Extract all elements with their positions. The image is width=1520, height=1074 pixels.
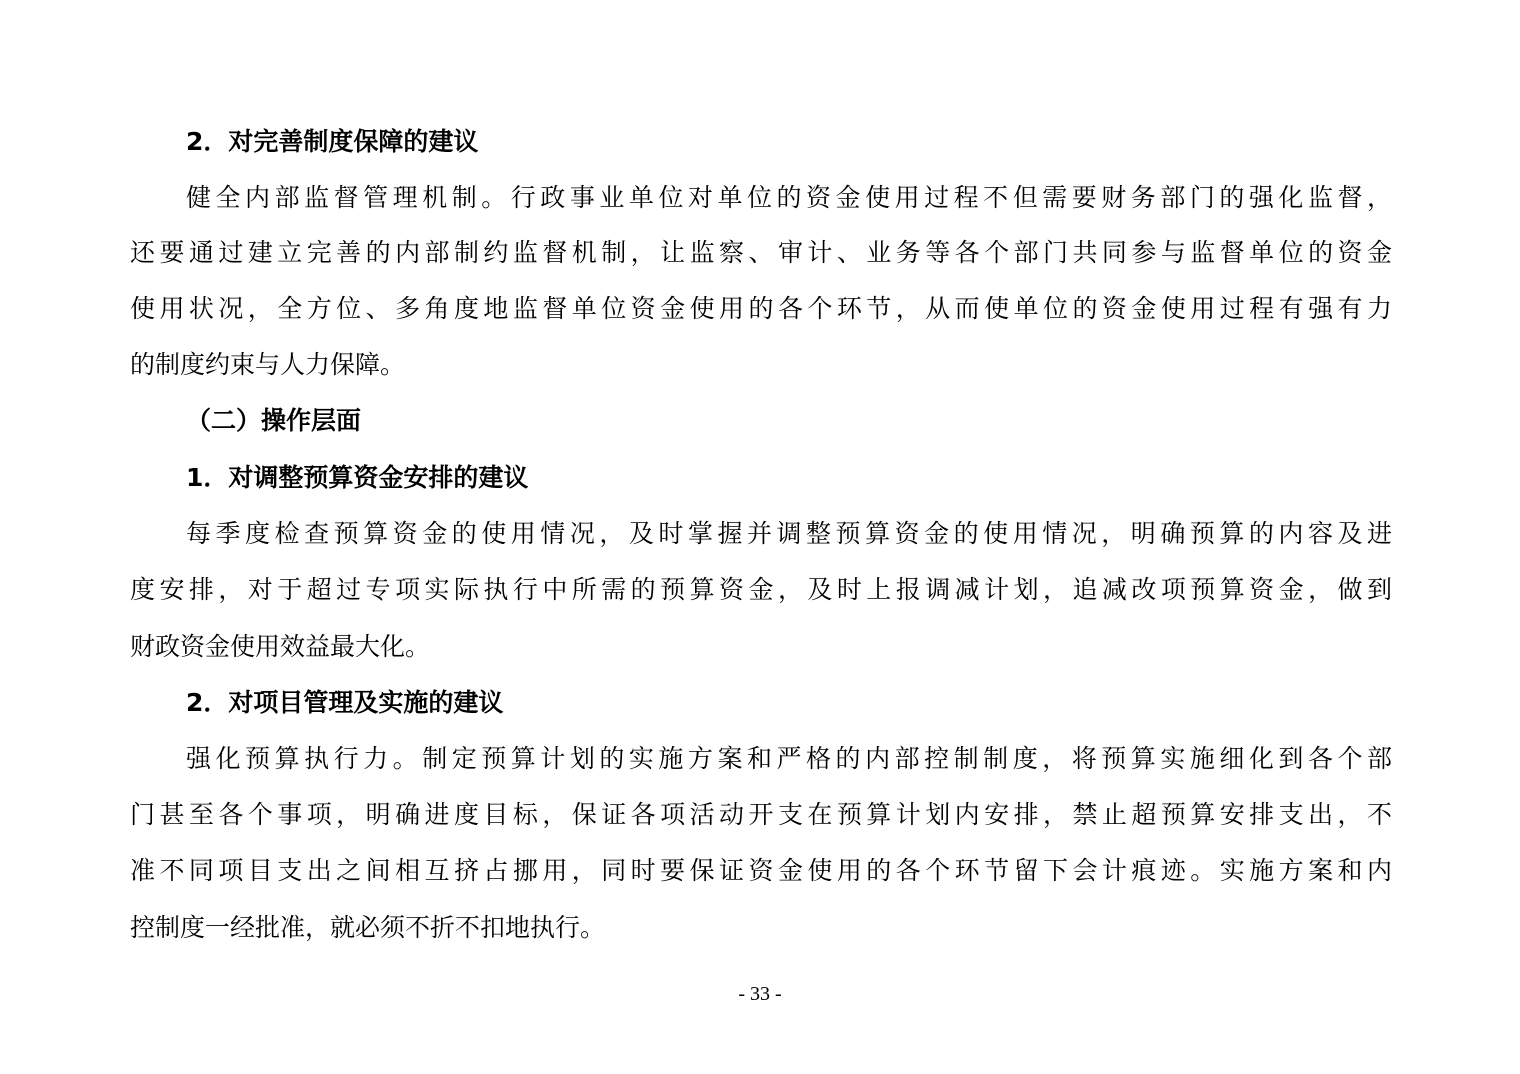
- paragraph-line: 健全内部监督管理机制。行政事业单位对单位的资金使用过程不但需要财务部门的强化监督，: [186, 183, 1392, 212]
- paragraph-line: 财政资金使用效益最大化。: [130, 632, 431, 661]
- heading-institutional-suggestions: 2．对完善制度保障的建议: [186, 127, 479, 156]
- heading-project-management-suggestions: 2．对项目管理及实施的建议: [186, 688, 504, 717]
- paragraph-line: 门甚至各个事项，明确进度目标，保证各项活动开支在预算计划内安排，禁止超预算安排支出，不: [130, 800, 1392, 829]
- paragraph-line: 还要通过建立完善的内部制约监督机制，让监察、审计、业务等各个部门共同参与监督单位的资金: [130, 238, 1392, 267]
- paragraph-line: 每季度检查预算资金的使用情况，及时掌握并调整预算资金的使用情况，明确预算的内容及进: [186, 519, 1392, 548]
- heading-operational-level: （二）操作层面: [186, 406, 362, 435]
- paragraph-line: 的制度约束与人力保障。: [130, 350, 406, 379]
- paragraph-line: 准不同项目支出之间相互挤占挪用，同时要保证资金使用的各个环节留下会计痕迹。实施方案和内: [130, 856, 1392, 885]
- paragraph-line: 强化预算执行力。制定预算计划的实施方案和严格的内部控制制度，将预算实施细化到各个部: [186, 744, 1392, 773]
- heading-budget-adjustment-suggestions: 1．对调整预算资金安排的建议: [186, 463, 529, 492]
- page-number: - 33 -: [738, 983, 782, 1005]
- paragraph-line: 控制度一经批准，就必须不折不扣地执行。: [130, 913, 606, 942]
- paragraph-line: 度安排，对于超过专项实际执行中所需的预算资金，及时上报调减计划，追减改项预算资金，做到: [130, 575, 1392, 604]
- paragraph-line: 使用状况，全方位、多角度地监督单位资金使用的各个环节，从而使单位的资金使用过程有强有力: [130, 294, 1392, 323]
